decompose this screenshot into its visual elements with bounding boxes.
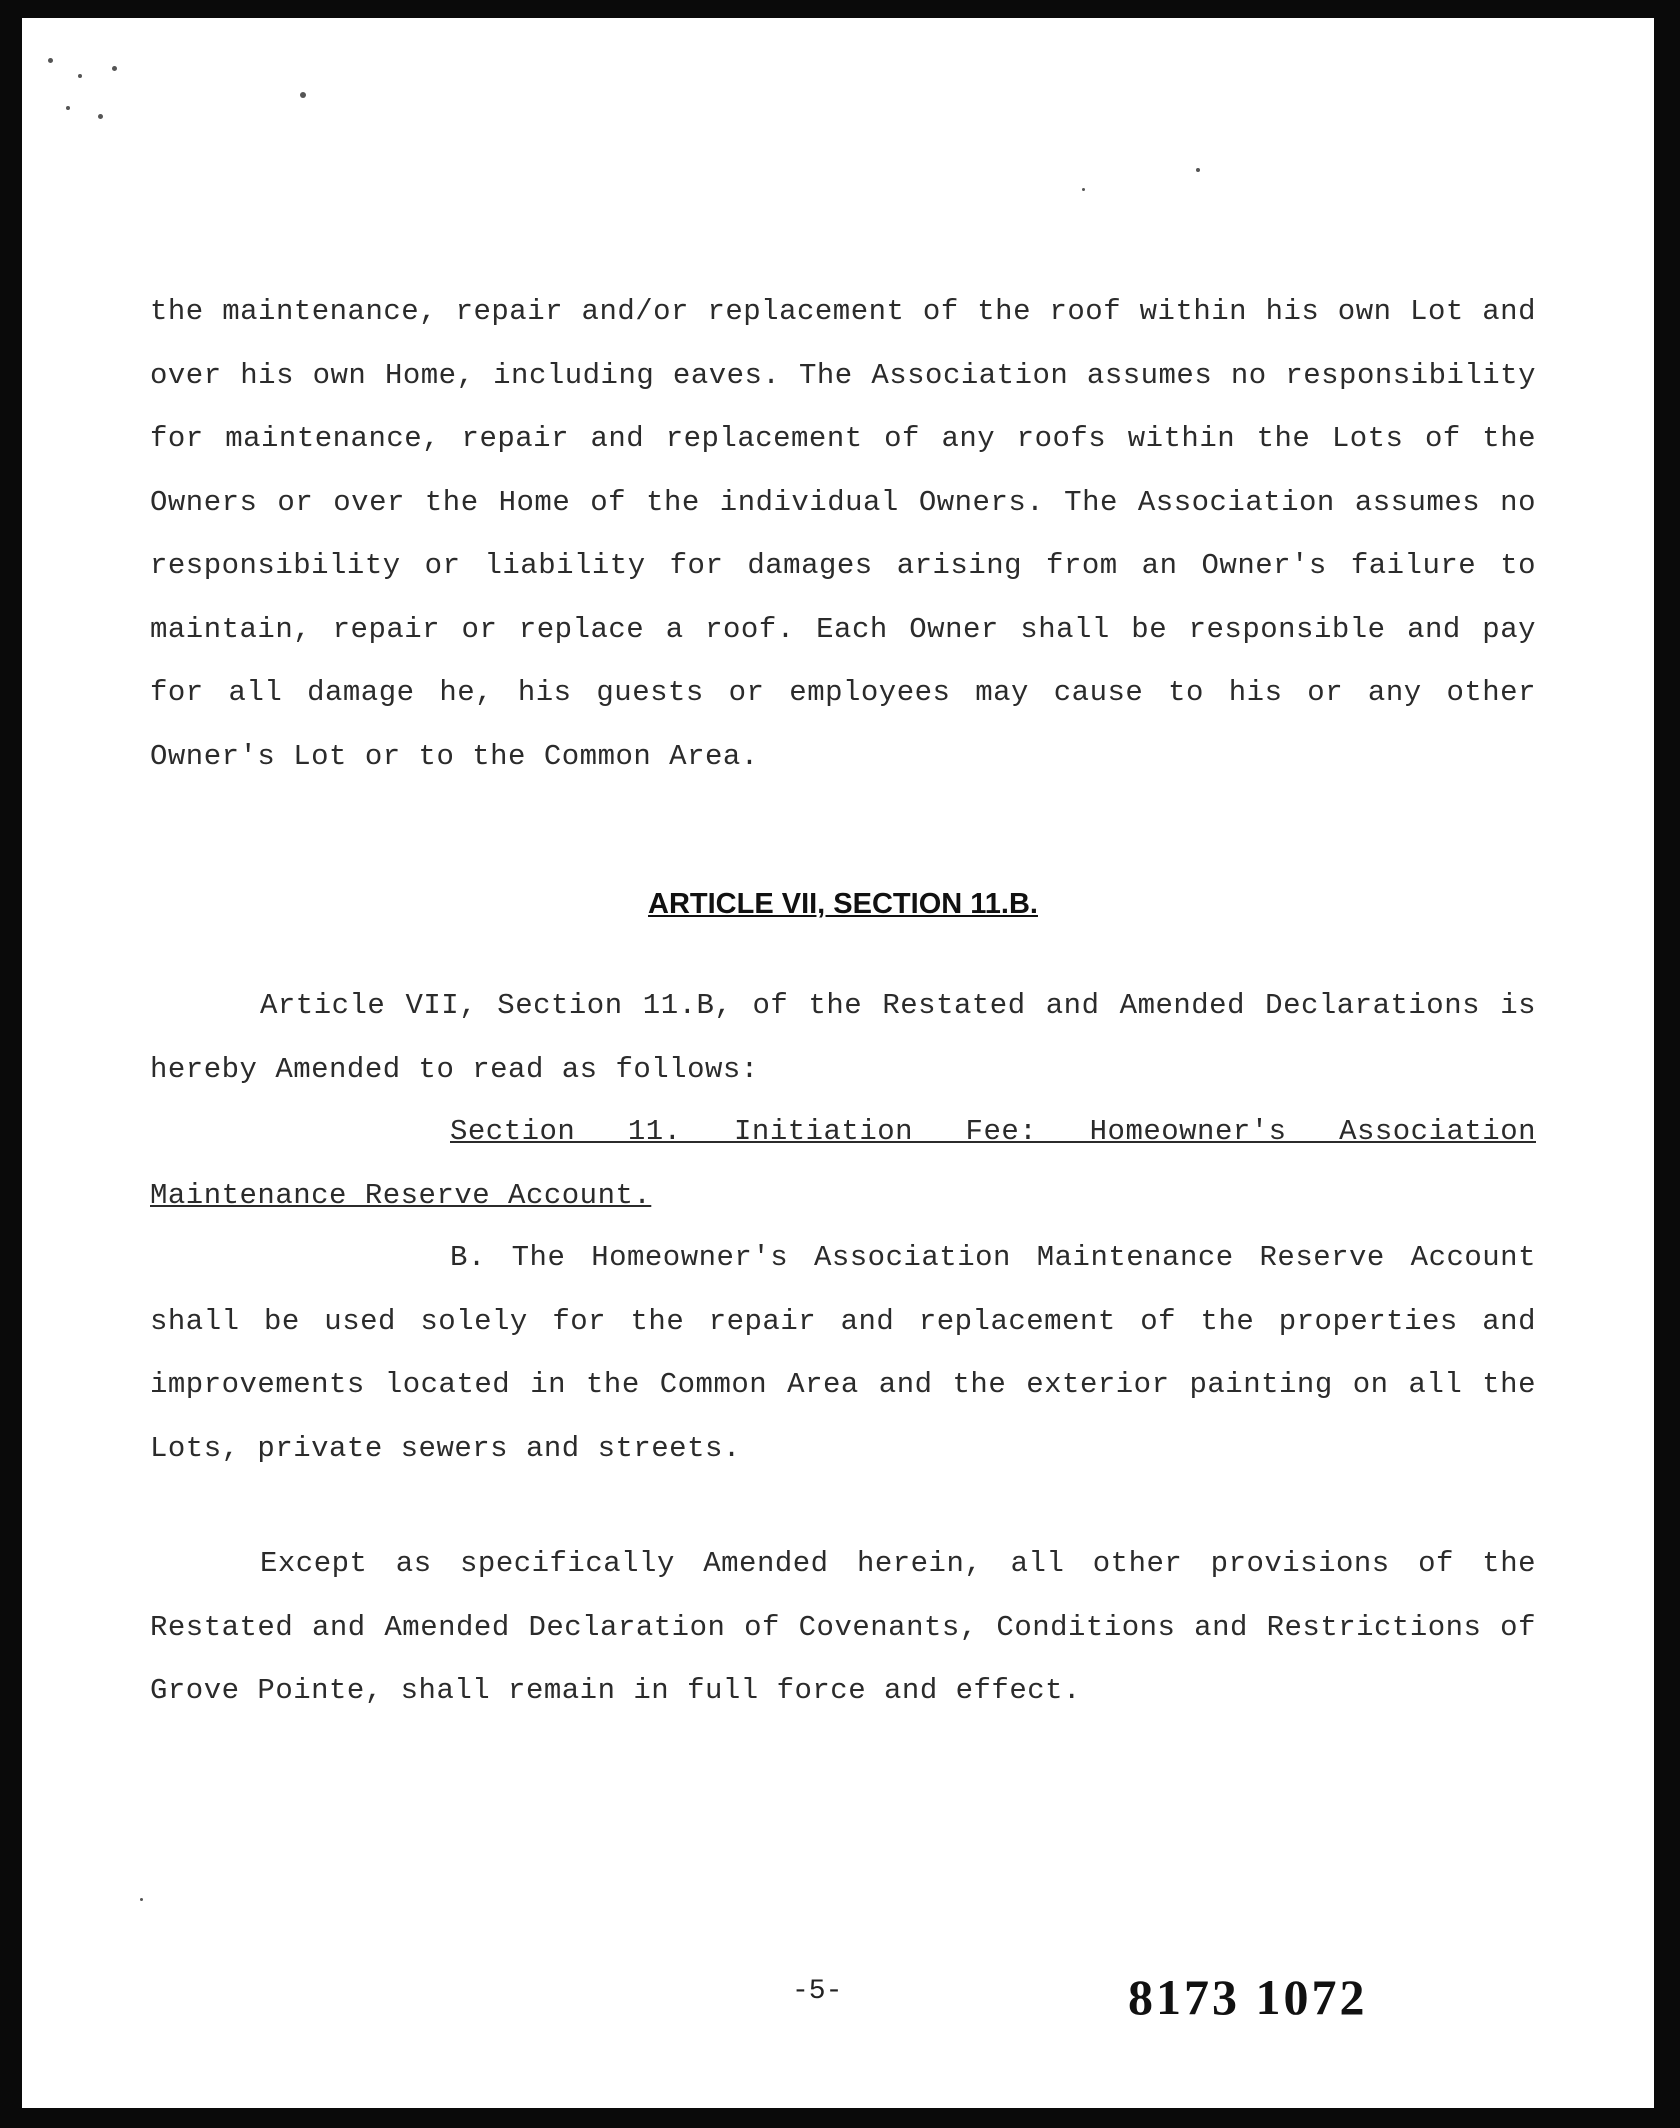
paragraph-remaining-provisions-text: Except as specifically Amended herein, all other provisions of the Restated and Amended Declaration of Covenants, Conditions and Restrictions of Grove Pointe, shall remain in full force and effect.	[150, 1547, 1536, 1707]
record-number: 8173 1072	[1128, 1969, 1368, 2025]
paragraph-roof-maintenance: the maintenance, repair and/or replacement of the roof within his own Lot and over his own Home, including eaves. The Association assumes no responsibility for maintenance, repair and replacement of any roofs within the Lots of the Owners or over the Home of the individual Owners. The Association assumes no responsibility or liability for damages arising from an Owner's failure to maintain, repair or replace a roof. Each Owner shall be responsible and pay for all damage he, his guests or employees may cause to his or any other Owner's Lot or to the Common Area.	[150, 295, 1536, 773]
scan-speck	[78, 74, 82, 78]
scan-speck	[140, 1898, 143, 1901]
scan-speck	[48, 58, 53, 63]
scan-speck	[98, 114, 103, 119]
scan-speck	[112, 66, 117, 71]
paragraph-amendment-intro	[150, 974, 1536, 1101]
section-title	[150, 1100, 1536, 1227]
scan-speck	[300, 92, 306, 98]
page-number: -5-	[792, 1976, 843, 2007]
paragraph-reserve-account	[150, 1226, 1536, 1480]
scan-speck	[1196, 168, 1200, 172]
paragraph-reserve-account-text: B. The Homeowner's Association Maintenance Reserve Account shall be used solely for the repair and replacement of the properties and improvements located in the Common Area and the exterior painting on all the Lots, private sewers and streets.	[150, 1241, 1536, 1465]
document-page	[22, 18, 1654, 2108]
scan-speck	[1082, 188, 1085, 191]
paragraph-amendment-intro-text: Article VII, Section 11.B, of the Restated and Amended Declarations is hereby Amended to read as follows:	[150, 989, 1536, 1086]
scan-speck	[66, 106, 70, 110]
section-title-text: Section 11. Initiation Fee: Homeowner's Association Maintenance Reserve Account.	[150, 1115, 1536, 1212]
article-heading: ARTICLE VII, SECTION 11.B.	[648, 888, 1038, 920]
paragraph-remaining-provisions	[150, 1532, 1536, 1723]
